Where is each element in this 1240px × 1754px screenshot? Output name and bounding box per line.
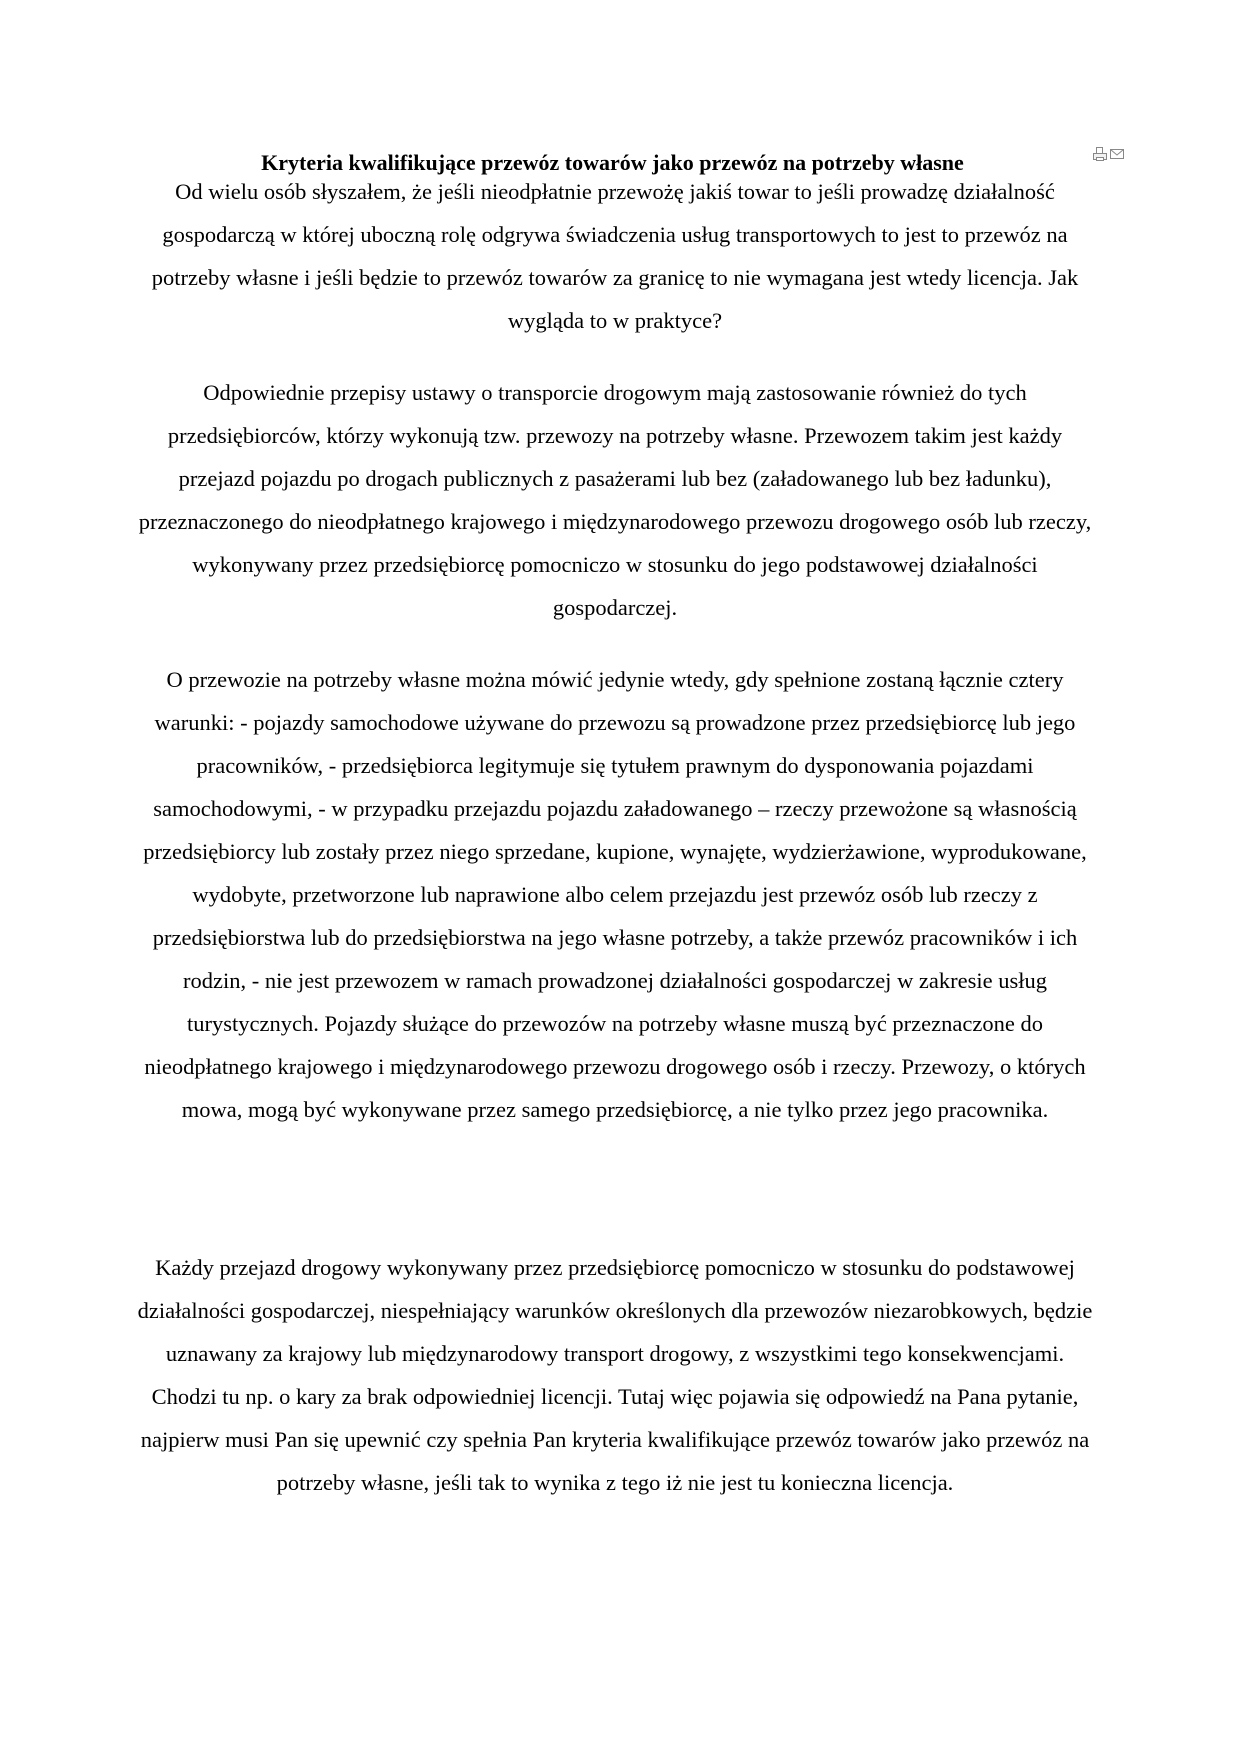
paragraph-definition: Odpowiednie przepisy ustawy o transporcie drogowym mają zastosowanie również do tych przedsiębiorców, którzy wykonują tzw. przewozy na potrzeby własne. Przewozem takim jest każdy przejazd pojazdu po drogach publicznych z pasażerami lub bez (załadowanego lub bez ładunku), przeznaczonego do nieodpłatnego krajowego i międzynarodowego przewozu drogowego osób lub rzeczy, wykonywany przez przedsiębiorcę pomocniczo w stosunku do jego podstawowej działalności gospodarczej. [138, 380, 1092, 620]
paragraph-conditions: O przewozie na potrzeby własne można mówić jedynie wtedy, gdy spełnione zostaną łącznie cztery warunki: - pojazdy samochodowe używane do przewozu są prowadzone przez przedsiębiorcę lub jego pracowników, - przedsiębiorca legitymuje się tytułem prawnym do dysponowania pojazdami samochodowymi, - w przypadku przejazdu pojazdu załadowanego – rzeczy przewożone są własnością przedsiębiorcy lub zostały przez niego sprzedane, kupione, wynajęte, wydzierżawione, wyprodukowane, wydobyte, przetworzone lub naprawione albo celem przejazdu jest przewóz osób lub rzeczy z przedsiębiorstwa lub do przedsiębiorstwa na jego własne potrzeby, a także przewóz pracowników i ich rodzin, - nie jest przewozem w ramach prowadzonej działalności gospodarczej w zakresie usług turystycznych. Pojazdy służące do przewozów na potrzeby własne muszą być przeznaczone do nieodpłatnego krajowego i międzynarodowego przewozu drogowego osób i rzeczy. Przewozy, o których mowa, mogą być wykonywane przez samego przedsiębiorcę, a nie tylko przez jego pracownika. [143, 667, 1087, 1122]
paragraph-answer: Każdy przejazd drogowy wykonywany przez przedsiębiorcę pomocniczo w stosunku do podstawowej działalności gospodarczej, niespełniający warunków określonych dla przewozów niezarobkowych, będzie uznawany za krajowy lub międzynarodowy transport drogowy, z wszystkimi tego konsekwencjami. Chodzi tu np. o kary za brak odpowiedniej licencji. Tutaj więc pojawia się odpowiedź na Pana pytanie, najpierw musi Pan się upewnić czy spełnia Pan kryteria kwalifikujące przewóz towarów jako przewóz na potrzeby własne, jeśli tak to wynika z tego iż nie jest tu konieczna licencja. [137, 1255, 1093, 1495]
email-icon[interactable] [1109, 146, 1125, 162]
paragraph-question: Od wielu osób słyszałem, że jeśli nieodpłatnie przewożę jakiś towar to jeśli prowadzę działalność gospodarczą w której uboczną rolę odgrywa świadczenia usług transportowych to jest to przewóz na potrzeby własne i jeśli będzie to przewóz towarów za granicę to nie wymagana jest wtedy licencja. Jak wygląda to w praktyce? [151, 179, 1079, 333]
page-title: Kryteria kwalifikujące przewóz towarów jako przewóz na potrzeby własne [261, 150, 964, 175]
document-toolbar-icons [1092, 146, 1125, 162]
print-icon[interactable] [1092, 146, 1108, 162]
